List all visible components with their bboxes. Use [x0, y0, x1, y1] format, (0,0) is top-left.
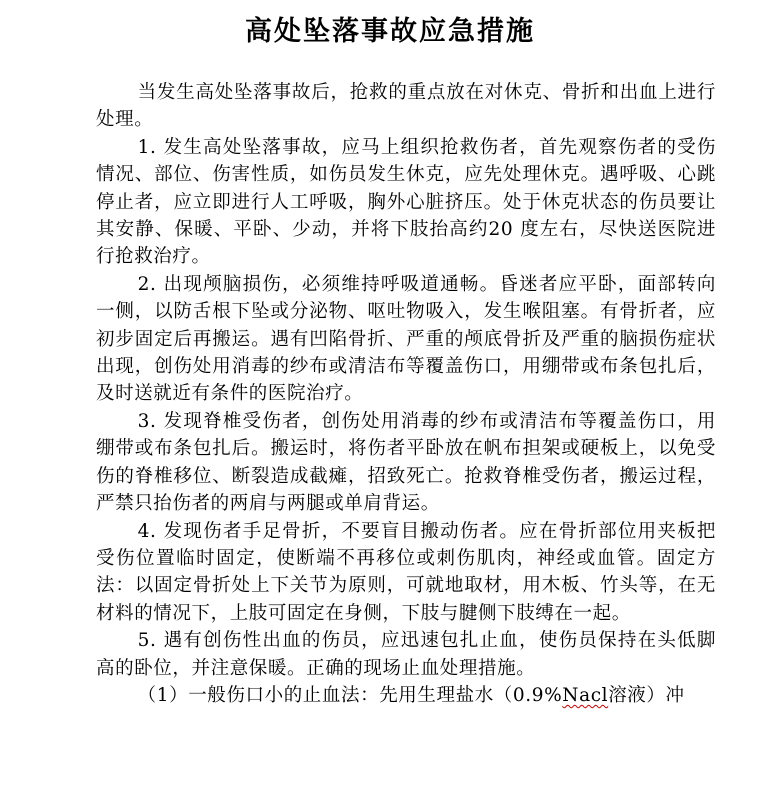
- document-body: [96, 79, 716, 709]
- paragraph-3: 3. 发现脊椎受伤者，创伤处用消毒的纱布或清洁布等覆盖伤口，用绷带或布条包扎后。搬运时，将伤者平卧放在帆布担架或硬板上，以免受伤的脊椎移位、断裂造成截瘫，招致死亡。抢救脊椎受伤者，搬运过程，严禁只抬伤者的两肩与两腿或单肩背运。: [96, 410, 716, 515]
- document-title: 高处坠落事故应急措施: [245, 16, 535, 47]
- last-line-suffix: 溶液）冲: [608, 684, 685, 706]
- paragraph-2: 2. 出现颅脑损伤，必须维持呼吸道通畅。昏迷者应平卧，面部转向一侧，以防舌根下坠或分泌物、呕吐物吸入，发生喉阻塞。有骨折者，应初步固定后再搬运。遇有凹陷骨折、严重的颅底骨折及严重的脑损伤症状出现，创伤处用消毒的纱布或清洁布等覆盖伤口，用绷带或布条包扎后，及时送就近有条件的医院治疗。: [96, 273, 716, 405]
- intro-paragraph: 当发生高处坠落事故后，抢救的重点放在对休克、骨折和出血上进行处理。: [96, 82, 716, 131]
- spellcheck-underlined-word: Nacl: [562, 684, 609, 706]
- paragraph-5: 5. 遇有创伤性出血的伤员，应迅速包扎止血，使伤员保持在头低脚高的卧位，并注意保暖。正确的现场止血处理措施。: [96, 630, 716, 679]
- paragraph-1: 1. 发生高处坠落事故，应马上组织抢救伤者，首先观察伤者的受伤情况、部位、伤害性质，如伤员发生休克，应先处理休克。遇呼吸、心跳停止者，应立即进行人工呼吸，胸外心脏挤压。处于休克状态的伤员要让其安静、保暖、平卧、少动，并将下肢抬高约20 度左右，尽快送医院进行抢救治疗。: [96, 136, 716, 268]
- last-line-prefix: （1）一般伤口小的止血法：先用生理盐水（0.9%: [137, 684, 563, 706]
- paragraph-4: 4. 发现伤者手足骨折，不要盲目搬动伤者。应在骨折部位用夹板把受伤位置临时固定，使断端不再移位或刺伤肌肉，神经或血管。固定方法：以固定骨折处上下关节为原则，可就地取材，用木板、竹头等，在无材料的情况下，上肢可固定在身侧，下肢与腱侧下肢缚在一起。: [96, 520, 716, 624]
- paragraph-6-partial: [96, 682, 716, 709]
